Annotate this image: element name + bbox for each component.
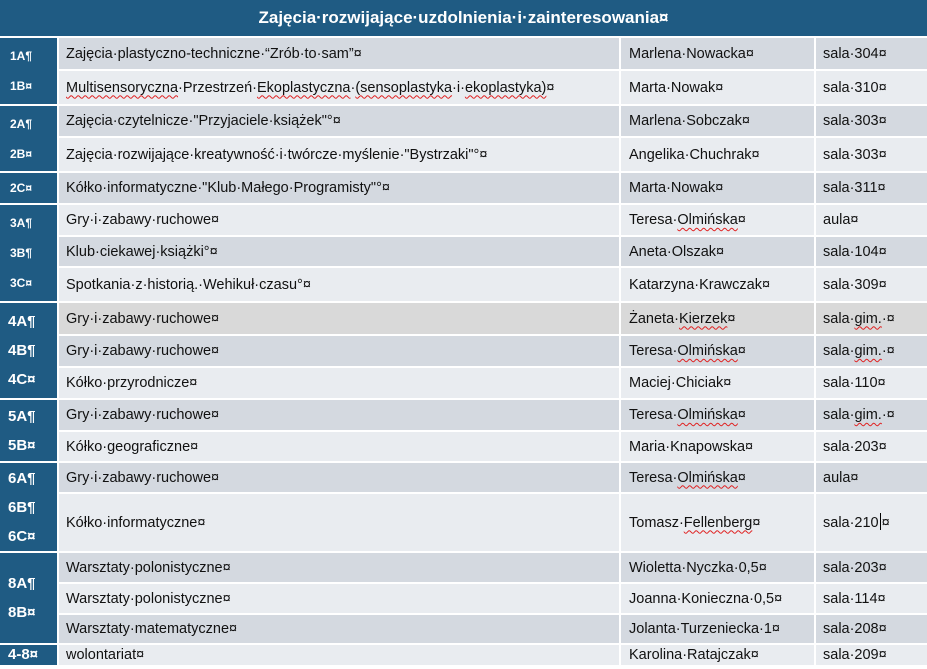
activity-cell[interactable] <box>58 204 620 236</box>
table-row <box>0 552 927 583</box>
room-name: sala·210 <box>823 515 879 531</box>
teacher-name: Teresa· <box>629 212 678 228</box>
room-name: sala·110¤ <box>823 375 886 391</box>
room-name: sala· <box>823 343 855 359</box>
teacher-cell[interactable] <box>620 552 815 583</box>
room-cell[interactable] <box>815 552 927 583</box>
spelling-flagged-word: Olmińska <box>677 469 738 486</box>
activity-name: Zajęcia·czytelnicze·"Przyjaciele·książek"°¤ <box>66 113 341 129</box>
activity-name: Kółko·informatyczne¤ <box>66 514 206 531</box>
room-cell[interactable] <box>815 367 927 399</box>
teacher-cell[interactable] <box>620 172 815 204</box>
table-row <box>0 267 927 302</box>
room-name: sala·203¤ <box>823 438 887 455</box>
class-label: 6C¤ <box>8 527 36 545</box>
room-cell[interactable] <box>815 105 927 137</box>
room-name: aula¤ <box>823 212 859 228</box>
activity-name: ·Przestrzeń· <box>178 79 257 96</box>
teacher-name: Marlena·Nowacka¤ <box>629 45 754 62</box>
teacher-name: Angelika·Chuchrak¤ <box>629 146 760 163</box>
teacher-cell[interactable] <box>620 367 815 399</box>
spelling-flagged-word: gim. <box>854 343 882 359</box>
table-row <box>0 70 927 105</box>
teacher-cell[interactable] <box>620 204 815 236</box>
teacher-cell[interactable] <box>620 267 815 302</box>
teacher-cell[interactable] <box>620 583 815 614</box>
table-row <box>0 137 927 172</box>
class-label: 6B¶ <box>8 498 36 516</box>
activity-cell[interactable] <box>58 37 620 70</box>
spelling-flagged-word: ekoplastyka) <box>464 79 547 96</box>
room-name: sala·114¤ <box>823 590 886 607</box>
class-label: 4B¶ <box>8 342 36 359</box>
class-group-cell[interactable] <box>0 172 58 204</box>
room-cell[interactable] <box>815 137 927 172</box>
teacher-name: ¤ <box>737 343 746 359</box>
table-row <box>0 367 927 399</box>
activity-name: Klub·ciekawej·książki°¤ <box>66 243 218 260</box>
activity-name: Zajęcia·rozwijające·kreatywność·i·twórcze·myślenie·"Bystrzaki"°¤ <box>66 146 488 163</box>
class-label: 8B¤ <box>8 604 36 621</box>
teacher-name: Aneta·Olszak¤ <box>629 243 725 260</box>
class-label: 5B¤ <box>8 436 36 454</box>
activity-cell[interactable] <box>58 137 620 172</box>
table-row <box>0 172 927 204</box>
teacher-name: ¤ <box>737 469 746 486</box>
activity-cell[interactable] <box>58 236 620 267</box>
room-cell[interactable] <box>815 267 927 302</box>
table-title-cell[interactable] <box>0 0 927 37</box>
room-cell[interactable] <box>815 399 927 431</box>
class-group-cell[interactable] <box>0 302 58 399</box>
room-name: sala·303¤ <box>823 146 887 163</box>
table-header-row <box>0 0 927 37</box>
teacher-cell[interactable] <box>620 399 815 431</box>
class-label: 2C¤ <box>10 181 33 195</box>
spelling-flagged-word: gim. <box>854 407 882 423</box>
activity-name: Warsztaty·matematyczne¤ <box>66 621 238 637</box>
room-name: ¤ <box>881 515 890 531</box>
room-cell[interactable] <box>815 335 927 367</box>
class-label: 5A¶ <box>8 407 36 425</box>
activity-cell[interactable] <box>58 644 620 666</box>
activity-name: Zajęcia·plastyczno-techniczne·“Zrób·to·sam”¤ <box>66 45 362 62</box>
activity-cell[interactable] <box>58 462 620 493</box>
teacher-cell[interactable] <box>620 431 815 462</box>
teacher-name: Marlena·Sobczak¤ <box>629 113 750 129</box>
table-title: Zajęcia·rozwijające·uzdolnienia·i·zainteresowania¤ <box>258 8 669 27</box>
teacher-name: Joanna·Konieczna·0,5¤ <box>629 590 783 607</box>
room-name: sala·208¤ <box>823 621 887 637</box>
activity-name: Gry·i·zabawy·ruchowe¤ <box>66 310 220 327</box>
spelling-flagged-word: Olmińska <box>677 343 738 359</box>
room-cell[interactable] <box>815 462 927 493</box>
activity-name: Gry·i·zabawy·ruchowe¤ <box>66 469 220 486</box>
activity-cell[interactable] <box>58 335 620 367</box>
room-name: ·¤ <box>881 407 895 423</box>
room-name: sala· <box>823 407 855 423</box>
room-name: ·¤ <box>881 310 895 327</box>
table-row <box>0 493 927 552</box>
activity-cell[interactable] <box>58 267 620 302</box>
spelling-flagged-word: Olmińska <box>677 212 738 228</box>
class-label: 3B¶ <box>10 246 33 260</box>
activity-cell[interactable] <box>58 172 620 204</box>
teacher-name: Marta·Nowak¤ <box>629 180 724 196</box>
spelling-flagged-word: Fellenberg <box>683 514 753 531</box>
teacher-cell[interactable] <box>620 302 815 335</box>
room-cell[interactable] <box>815 236 927 267</box>
spelling-flagged-word: Kierzek <box>678 310 728 327</box>
room-cell[interactable] <box>815 644 927 666</box>
activity-name: Warsztaty·polonistyczne¤ <box>66 559 231 576</box>
activity-name: ¤ <box>546 79 555 96</box>
table-row <box>0 236 927 267</box>
table-row <box>0 399 927 431</box>
activity-name: wolontariat¤ <box>66 647 145 663</box>
teacher-name: Żaneta· <box>629 310 679 327</box>
room-cell[interactable] <box>815 493 927 552</box>
teacher-name: Teresa· <box>629 469 678 486</box>
activity-name: Kółko·informatyczne·"Klub·Małego·Programisty"°¤ <box>66 180 390 196</box>
teacher-name: ¤ <box>737 407 746 423</box>
activity-name: Gry·i·zabawy·ruchowe¤ <box>66 212 220 228</box>
teacher-name: Tomasz· <box>629 514 684 531</box>
table-row <box>0 335 927 367</box>
class-label: 1A¶ <box>10 49 33 63</box>
teacher-name: Katarzyna·Krawczak¤ <box>629 276 771 293</box>
class-label: 3C¤ <box>10 276 33 290</box>
table-row <box>0 614 927 644</box>
class-label: 2B¤ <box>10 146 33 161</box>
class-group-cell[interactable] <box>0 37 58 105</box>
teacher-name: Marta·Nowak¤ <box>629 79 724 96</box>
activity-cell[interactable] <box>58 614 620 644</box>
activity-name: ·i· <box>452 79 465 96</box>
class-group-cell[interactable] <box>0 399 58 462</box>
class-group-cell[interactable] <box>0 462 58 552</box>
class-label: 4A¶ <box>8 313 36 330</box>
table-row <box>0 462 927 493</box>
teacher-name: Maria·Knapowska¤ <box>629 438 754 455</box>
room-name: sala·203¤ <box>823 559 887 576</box>
teacher-cell[interactable] <box>620 493 815 552</box>
class-group-cell[interactable] <box>0 204 58 302</box>
teacher-name: ¤ <box>737 212 746 228</box>
room-name: sala· <box>823 310 855 327</box>
teacher-name: ¤ <box>752 514 761 531</box>
room-cell[interactable] <box>815 172 927 204</box>
spelling-flagged-word: Multisensoryczna <box>66 79 179 96</box>
room-name: sala·310¤ <box>823 79 887 96</box>
activity-cell[interactable] <box>58 105 620 137</box>
activity-name: Gry·i·zabawy·ruchowe¤ <box>66 343 220 359</box>
table-row <box>0 644 927 666</box>
teacher-name: Teresa· <box>629 407 678 423</box>
spelling-flagged-word: Ekoplastyczna <box>256 79 351 96</box>
class-label: 6A¶ <box>8 469 36 487</box>
room-cell[interactable] <box>815 302 927 335</box>
class-label: 1B¤ <box>10 79 33 93</box>
activity-cell[interactable] <box>58 431 620 462</box>
teacher-cell[interactable] <box>620 70 815 105</box>
teacher-cell[interactable] <box>620 137 815 172</box>
class-group-cell[interactable] <box>0 552 58 644</box>
class-group-cell[interactable] <box>0 105 58 172</box>
teacher-name: Teresa· <box>629 343 678 359</box>
table-row <box>0 302 927 335</box>
table-row <box>0 105 927 137</box>
teacher-cell[interactable] <box>620 614 815 644</box>
teacher-name: Wioletta·Nyczka·0,5¤ <box>629 559 767 576</box>
class-label: 3A¶ <box>10 216 33 230</box>
activity-name: Spotkania·z·historią.·Wehikuł·czasu°¤ <box>66 276 311 293</box>
activity-cell[interactable] <box>58 399 620 431</box>
teacher-cell[interactable] <box>620 37 815 70</box>
text-cursor <box>880 513 881 530</box>
activity-name: Kółko·geograficzne¤ <box>66 438 199 455</box>
activity-cell[interactable] <box>58 367 620 399</box>
class-label: 8A¶ <box>8 575 36 592</box>
teacher-cell[interactable] <box>620 644 815 666</box>
room-name: sala·309¤ <box>823 276 887 293</box>
table-row <box>0 37 927 70</box>
room-cell[interactable] <box>815 431 927 462</box>
teacher-cell[interactable] <box>620 105 815 137</box>
teacher-cell[interactable] <box>620 462 815 493</box>
teacher-name: Jolanta·Turzeniecka·1¤ <box>629 621 780 637</box>
room-name: sala·104¤ <box>823 243 887 260</box>
activity-cell[interactable] <box>58 302 620 335</box>
activity-cell[interactable] <box>58 552 620 583</box>
teacher-name: Karolina·Ratajczak¤ <box>629 647 759 663</box>
table-row <box>0 431 927 462</box>
room-name: ·¤ <box>881 343 895 359</box>
table-row <box>0 583 927 614</box>
activity-name: Warsztaty·polonistyczne¤ <box>66 590 231 607</box>
spelling-flagged-word: gim. <box>854 310 882 327</box>
teacher-cell[interactable] <box>620 335 815 367</box>
room-name: sala·209¤ <box>823 647 887 663</box>
room-cell[interactable] <box>815 204 927 236</box>
table-row <box>0 204 927 236</box>
room-name: aula¤ <box>823 469 859 486</box>
class-label: 2A¶ <box>10 116 33 131</box>
spelling-flagged-word: Olmińska <box>677 407 738 423</box>
activity-cell[interactable] <box>58 70 620 105</box>
class-group-cell[interactable] <box>0 644 58 666</box>
room-cell[interactable] <box>815 583 927 614</box>
spelling-flagged-word: (sensoplastyka <box>355 79 453 96</box>
teacher-cell[interactable] <box>620 236 815 267</box>
activity-name: · <box>350 79 356 96</box>
teacher-name: Maciej·Chiciak¤ <box>629 375 732 391</box>
room-cell[interactable] <box>815 614 927 644</box>
activity-name: Gry·i·zabawy·ruchowe¤ <box>66 407 220 423</box>
activity-name: Kółko·przyrodnicze¤ <box>66 375 198 391</box>
room-cell[interactable] <box>815 70 927 105</box>
activity-cell[interactable] <box>58 493 620 552</box>
room-name: sala·311¤ <box>823 180 886 196</box>
teacher-name: ¤ <box>727 310 736 327</box>
class-label: 4-8¤ <box>8 646 39 663</box>
room-cell[interactable] <box>815 37 927 70</box>
table-body <box>0 37 927 666</box>
class-label: 4C¤ <box>8 371 36 388</box>
room-name: sala·303¤ <box>823 113 887 129</box>
room-name: sala·304¤ <box>823 45 887 62</box>
activity-cell[interactable] <box>58 583 620 614</box>
